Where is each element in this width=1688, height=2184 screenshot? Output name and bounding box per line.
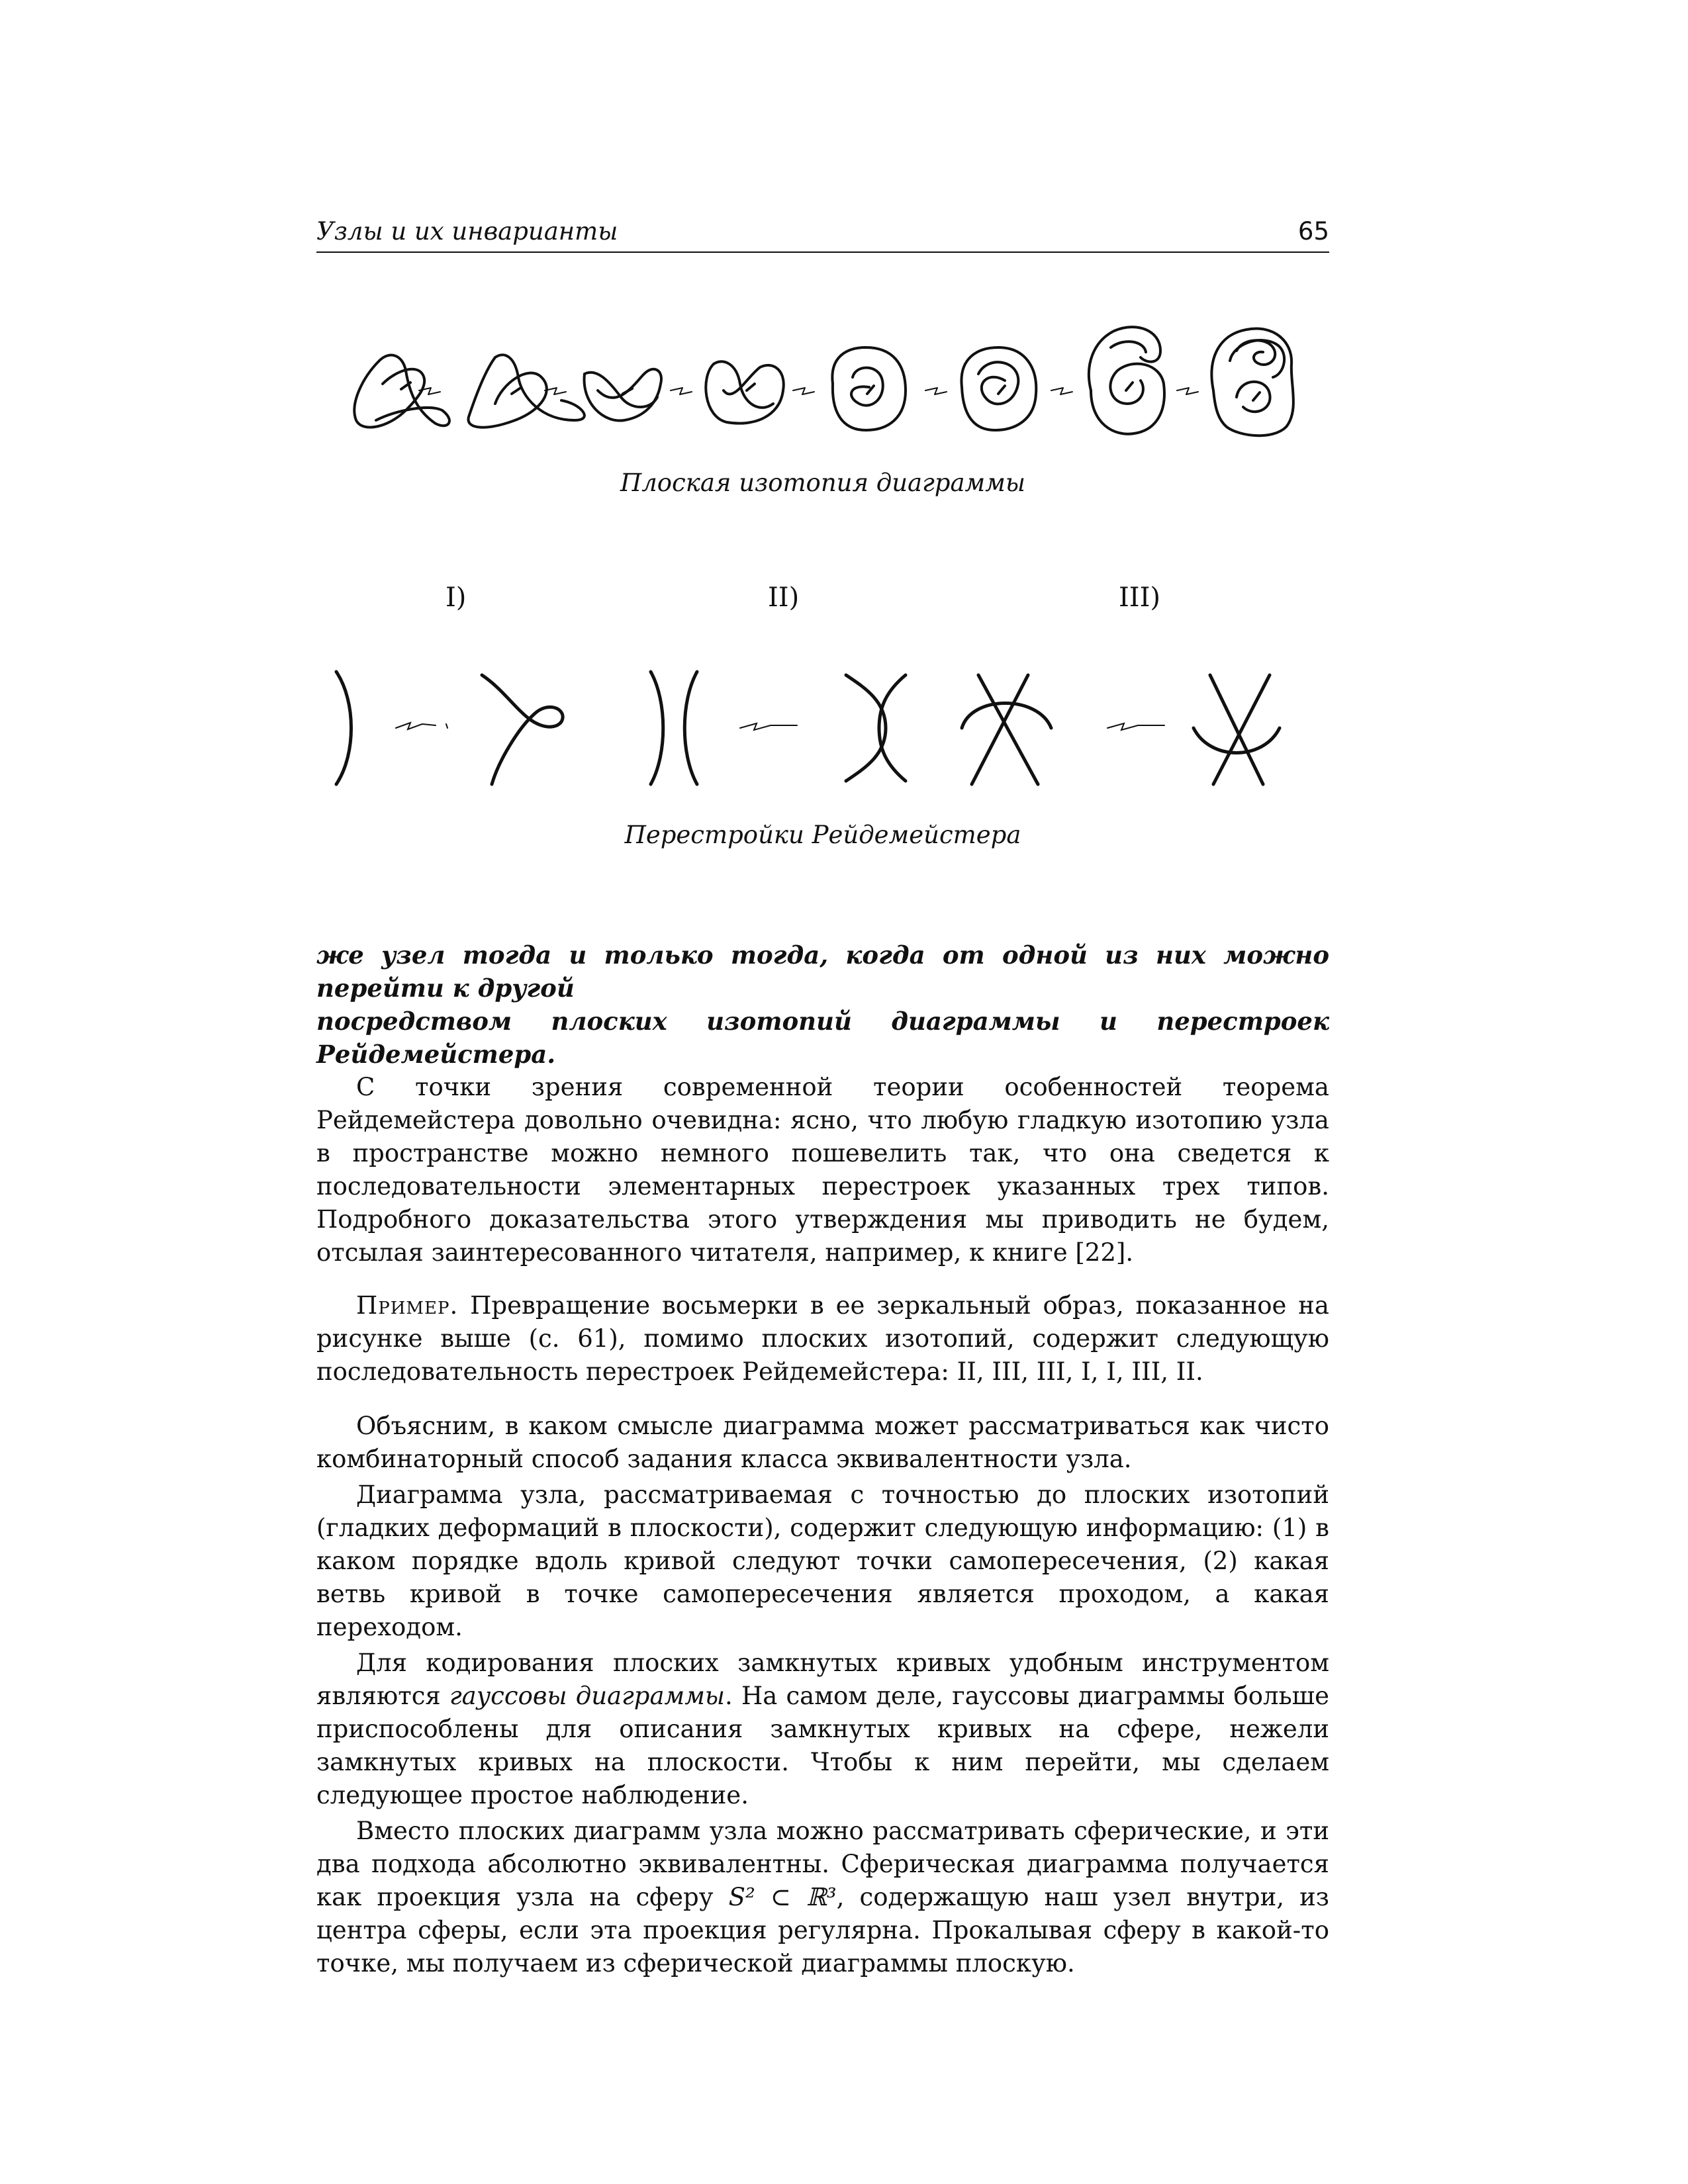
move-1 [336,672,563,784]
figure-reidemeister-moves [316,582,1329,860]
running-title: Узлы и их инварианты [316,217,618,246]
paragraph-3: Диаграмма узла, рассматриваемая с точностью до плоских изотопий (гладких деформаций в плоскости), содержит следующую информацию: (1) в каком порядке вдоль кривой следуют точки самопересечения, (2) какая ветвь кривой в точке самопересечения является проходом, а какая переходом. [316,1480,1329,1641]
body-text [316,938,1329,1980]
example-paragraph [316,1289,1329,1388]
p4-text-b: . На самом деле, гауссовы диаграммы больше приспособлены для описания замкнутых кривых на сфере, нежели замкнутых кривых на плоскости. Чтобы к ним перейти, мы сделаем следующее простое наблюдение. [316,1682,1329,1809]
knot-stage-3 [585,369,661,421]
paragraph-2: Объясним, в каком смысле диаграмма может рассматриваться как чисто комбинаторный способ задания класса эквивалентности узла. [316,1412,1329,1473]
paragraph-4 [316,1647,1329,1812]
knot-stage-5 [832,347,906,430]
knot-stage-1 [354,355,449,428]
figure-planar-isotopy [316,311,1329,510]
knot-stage-7 [1089,327,1164,434]
knot-stage-8 [1211,329,1293,436]
running-header [316,217,1329,251]
knot-stage-6 [961,347,1036,430]
move-2 [651,672,906,784]
figure2-caption: Перестройки Рейдемейстера [624,821,1021,849]
move-3 [962,675,1280,784]
theorem-tail-line-2: посредством плоских изотопий диаграммы и перестроек Рейдемейстера. [316,1007,1329,1069]
p5-text-a: Вместо плоских диаграмм узла можно рассматривать сферические, и эти два подхода абсолютно эквивалентны. Сферическая диаграмма получается как проекция узла на сферу [316,1817,1329,1911]
example-text: Превращение восьмерки в ее зеркальный образ, показанное на рисунке выше (с. 61), помимо плоских изотопий, содержит следующую последовательность перестроек Рейдемейстера: II, III, III, I, I, III, II. [316,1291,1329,1386]
p4-text-a: Для кодирования плоских замкнутых кривых удобным инструментом являются [316,1649,1329,1710]
page-number: 65 [1297,217,1329,246]
example-label: Пример. [356,1291,459,1320]
theorem-tail-line-1: же узел тогда и только тогда, когда от одной из них можно перейти к другой [316,940,1329,1003]
move-label-2: II) [768,582,800,613]
p5-text-b: , содержащую наш узел внутри, из центра сферы, если эта проекция регулярна. Прокалывая сферу в какой-то точке, мы получаем из сферической диаграммы плоскую. [316,1883,1329,1978]
gauss-diagrams-term: гауссовы диаграммы [449,1682,726,1710]
move-label-3: III) [1119,582,1161,613]
paragraph-5 [316,1815,1329,1980]
knot-stage-4 [706,361,783,423]
move-label-1: I) [445,582,467,613]
sphere-formula: S² ⊂ ℝ³ [728,1883,837,1911]
header-rule [316,251,1329,253]
figure1-caption: Плоская изотопия диаграммы [620,469,1026,497]
reidemeister-diagram [316,655,1329,814]
isotopy-sequence-diagram [316,311,1329,463]
paragraph-1: С точки зрения современной теории особенностей теорема Рейдемейстера довольно очевидна: ясно, что любую гладкую изотопию узла в пространстве можно немного пошевелить так, что она сведется к последовательности элементарных перестроек указанных трех типов. Подробного доказательства этого утверждения мы приводить не будем, отсылая заинтересованного читателя, например, к книге [22]. [316,1073,1329,1267]
knot-stage-2 [469,355,585,427]
